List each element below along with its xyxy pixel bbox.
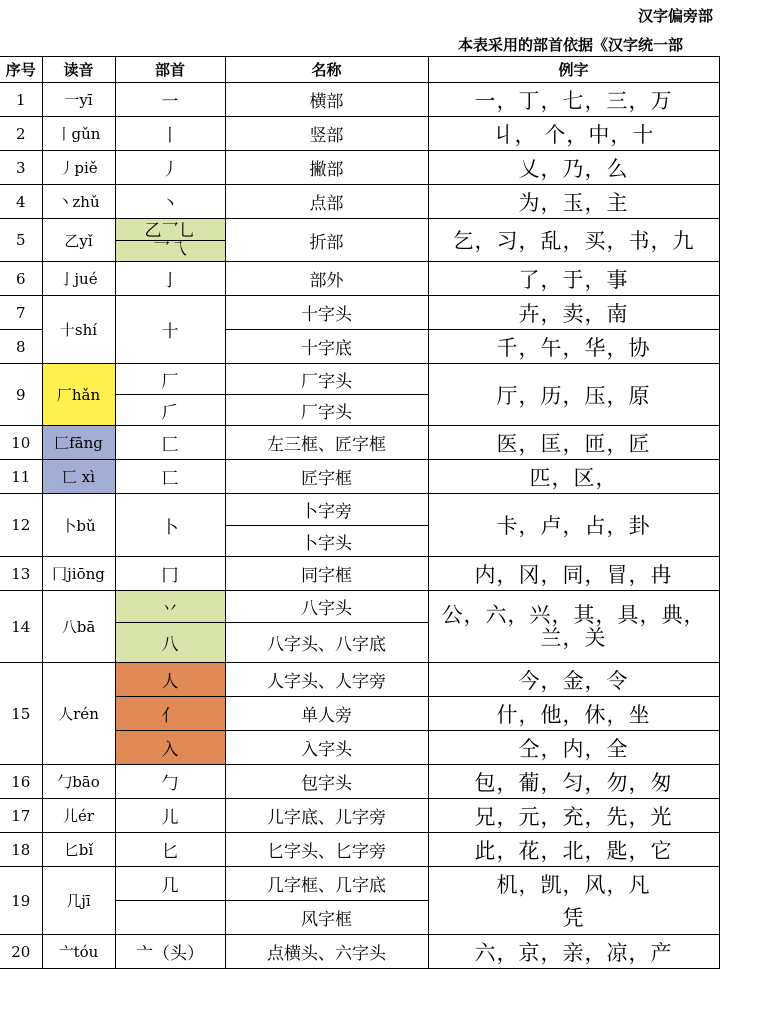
table-row <box>0 591 719 623</box>
row-number: 5 <box>0 219 42 262</box>
name-cell: 撇部 <box>225 151 428 185</box>
pinyin-cell: 人rén <box>42 663 115 765</box>
row-number: 20 <box>0 935 42 969</box>
table-row <box>0 219 719 262</box>
pinyin-cell: 匸 xì <box>42 460 115 494</box>
row-number: 19 <box>0 867 42 935</box>
radical-variant: 乙乛乚 <box>144 220 196 241</box>
examples-cell: 了，于，事 <box>428 262 719 296</box>
radical-cell: 冂 <box>115 557 225 591</box>
header-radical: 部首 <box>115 57 225 83</box>
row-number: 2 <box>0 117 42 151</box>
examples-cell: 乂，乃，么 <box>428 151 719 185</box>
radical-cell: 匚 <box>115 426 225 460</box>
radical-cell: 儿 <box>115 799 225 833</box>
name-cell: 厂字头 <box>225 364 428 395</box>
radical-cell: 匸 <box>115 460 225 494</box>
radical-cell: 丿 <box>115 151 225 185</box>
examples-cell: 千，午，华，协 <box>428 330 719 364</box>
examples-cell: 什，他，休，坐 <box>428 697 719 731</box>
radical-cell: 亻 <box>115 697 225 731</box>
name-cell: 风字框 <box>225 901 428 935</box>
name-cell: 八字头、八字底 <box>225 623 428 663</box>
row-number: 6 <box>0 262 42 296</box>
examples-cell: 仝，内，全 <box>428 731 719 765</box>
pinyin-cell: 八bā <box>42 591 115 663</box>
page-title: 汉字偏旁部 <box>638 7 714 25</box>
examples-cell: 医，匡，匝，匠 <box>428 426 719 460</box>
pinyin-cell: 勹bāo <box>42 765 115 799</box>
table-row <box>0 117 719 151</box>
header-examples: 例字 <box>428 57 719 83</box>
name-cell: 折部 <box>225 219 428 262</box>
row-number: 1 <box>0 83 42 117</box>
table-row <box>0 799 719 833</box>
radical-cell: 一 <box>115 83 225 117</box>
pinyin-cell: 几jī <box>42 867 115 935</box>
name-cell: 同字框 <box>225 557 428 591</box>
pinyin-cell: 儿ér <box>42 799 115 833</box>
name-cell: 卜字头 <box>225 526 428 557</box>
table-row <box>0 185 719 219</box>
header-name: 名称 <box>225 57 428 83</box>
examples-cell: 机，凯，风，凡 <box>428 867 719 901</box>
pinyin-cell: 一yī <box>42 83 115 117</box>
name-cell: 单人旁 <box>225 697 428 731</box>
name-cell: 卜字旁 <box>225 494 428 526</box>
examples-cell: 卡，卢，占，卦 <box>428 494 719 557</box>
radical-cell: 入 <box>115 731 225 765</box>
examples-cell: 乞，习，乱，买，书，九 <box>428 219 719 262</box>
name-cell: 左三框、匠字框 <box>225 426 428 460</box>
examples-cell: 兄，元，充，先，光 <box>428 799 719 833</box>
row-number: 13 <box>0 557 42 591</box>
table-row <box>0 262 719 296</box>
radical-cell: 丷 <box>115 591 225 623</box>
table-row <box>0 426 719 460</box>
radical-table <box>0 56 720 969</box>
radical-cell: 勹 <box>115 765 225 799</box>
examples-cell: 凭 <box>428 901 719 935</box>
examples-cell: 厅，历，压，原 <box>428 364 719 426</box>
row-number: 17 <box>0 799 42 833</box>
radical-cell: 亠（头） <box>115 935 225 969</box>
row-number: 9 <box>0 364 42 426</box>
table-row <box>0 364 719 395</box>
page-subtitle: 本表采用的部首依据《汉字统一部 <box>458 36 684 54</box>
header-row <box>0 57 719 83</box>
radical-cell: 卜 <box>115 494 225 557</box>
pinyin-cell: 匚fāng <box>42 426 115 460</box>
radical-cell <box>115 219 225 262</box>
table-row <box>0 867 719 901</box>
pinyin-cell: 十shí <box>42 296 115 364</box>
name-cell: 部外 <box>225 262 428 296</box>
name-cell: 八字头 <box>225 591 428 623</box>
radical-cell: 几 <box>115 867 225 901</box>
name-cell: 横部 <box>225 83 428 117</box>
name-cell: 儿字底、儿字旁 <box>225 799 428 833</box>
examples-cell: 公，六，兴，其，具，典，兰，关 <box>428 591 719 663</box>
table-row <box>0 296 719 330</box>
examples-cell: 此，花，北，匙，它 <box>428 833 719 867</box>
pinyin-cell: 丶zhǔ <box>42 185 115 219</box>
radical-variant: 乛乁 <box>116 240 225 259</box>
row-number: 12 <box>0 494 42 557</box>
row-number: 18 <box>0 833 42 867</box>
pinyin-cell: 丿piě <box>42 151 115 185</box>
row-number: 10 <box>0 426 42 460</box>
examples-cell: 卉，卖，南 <box>428 296 719 330</box>
name-cell: 入字头 <box>225 731 428 765</box>
examples-cell: 为，玉，主 <box>428 185 719 219</box>
name-cell: 厂字头 <box>225 395 428 426</box>
row-number: 16 <box>0 765 42 799</box>
row-number: 8 <box>0 330 42 364</box>
row-number: 15 <box>0 663 42 765</box>
table-row <box>0 765 719 799</box>
name-cell: 竖部 <box>225 117 428 151</box>
name-cell: 几字框、几字底 <box>225 867 428 901</box>
pinyin-cell: 冂jiōng <box>42 557 115 591</box>
pinyin-cell: 亠tóu <box>42 935 115 969</box>
name-cell: 匕字头、匕字旁 <box>225 833 428 867</box>
row-number: 7 <box>0 296 42 330</box>
table-row <box>0 460 719 494</box>
radical-cell: 𠂆 <box>115 395 225 426</box>
radical-cell: 丨 <box>115 117 225 151</box>
row-number: 4 <box>0 185 42 219</box>
examples-cell: 丩， 个，中，十 <box>428 117 719 151</box>
radical-cell: 厂 <box>115 364 225 395</box>
pinyin-cell: 卜bǔ <box>42 494 115 557</box>
table-row <box>0 151 719 185</box>
pinyin-cell: 丨gǔn <box>42 117 115 151</box>
table-row <box>0 663 719 697</box>
radical-cell: 八 <box>115 623 225 663</box>
examples-cell: 包，葡，匀，勿，匆 <box>428 765 719 799</box>
pinyin-cell: 厂hǎn <box>42 364 115 426</box>
table-row <box>0 935 719 969</box>
name-cell: 包字头 <box>225 765 428 799</box>
radical-cell: 匕 <box>115 833 225 867</box>
radical-cell <box>115 901 225 935</box>
name-cell: 十字底 <box>225 330 428 364</box>
radical-cell: 丶 <box>115 185 225 219</box>
row-number: 14 <box>0 591 42 663</box>
examples-cell: 今，金，令 <box>428 663 719 697</box>
pinyin-cell: 乙yǐ <box>42 219 115 262</box>
pinyin-cell: 亅jué <box>42 262 115 296</box>
row-number: 11 <box>0 460 42 494</box>
table-row <box>0 83 719 117</box>
examples-cell: 六，京，亲，凉，产 <box>428 935 719 969</box>
name-cell: 点横头、六字头 <box>225 935 428 969</box>
radical-cell: 亅 <box>115 262 225 296</box>
name-cell: 十字头 <box>225 296 428 330</box>
table-row <box>0 833 719 867</box>
header-no: 序号 <box>0 57 42 83</box>
examples-cell: 匹，区， <box>428 460 719 494</box>
examples-cell: 一，丁，七，三，万 <box>428 83 719 117</box>
table-row <box>0 494 719 526</box>
table-row <box>0 557 719 591</box>
name-cell: 人字头、人字旁 <box>225 663 428 697</box>
name-cell: 点部 <box>225 185 428 219</box>
header-pinyin: 读音 <box>42 57 115 83</box>
name-cell: 匠字框 <box>225 460 428 494</box>
pinyin-cell: 匕bǐ <box>42 833 115 867</box>
examples-cell: 内，冈，同，冒，冉 <box>428 557 719 591</box>
radical-cell: 十 <box>115 296 225 364</box>
radical-cell: 人 <box>115 663 225 697</box>
row-number: 3 <box>0 151 42 185</box>
